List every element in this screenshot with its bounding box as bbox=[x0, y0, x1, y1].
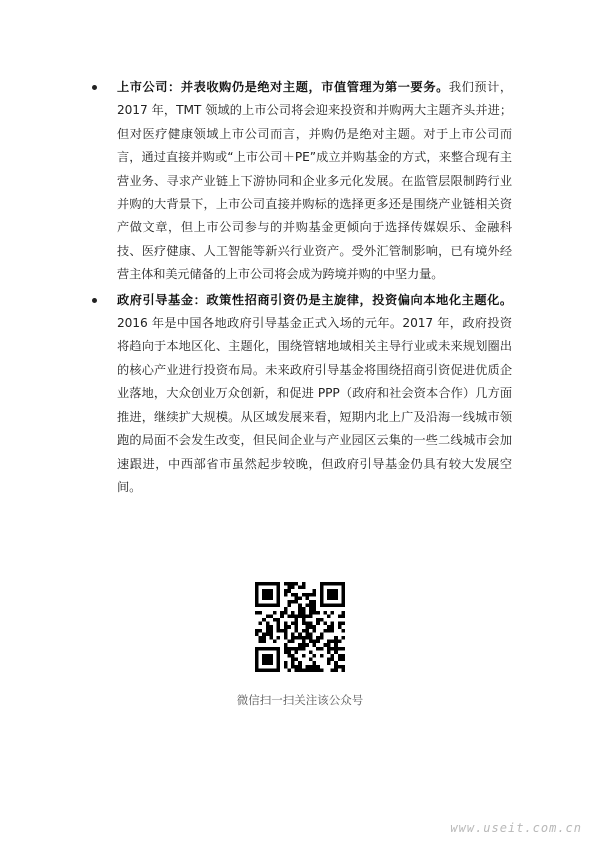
bullet-item-government-funds bbox=[92, 289, 512, 500]
item-lead: 上市公司：并表收购仍是绝对主题，市值管理为第一要务。 bbox=[117, 80, 449, 94]
qr-caption: 微信扫一扫关注该公众号 bbox=[236, 693, 364, 707]
document-body bbox=[92, 76, 512, 499]
bullet-item-listed-companies bbox=[92, 76, 512, 287]
bullet-dot bbox=[92, 85, 97, 90]
qr-code-icon[interactable] bbox=[255, 582, 345, 672]
qr-section bbox=[0, 582, 600, 708]
bullet-dot bbox=[92, 298, 97, 303]
item-body: 我们预计，2017 年，TMT 领域的上市公司将会迎来投资和并购两大主题齐头并进；但对医疗健康领域上市公司而言，并购仍是绝对主题。对于上市公司而言，通过直接并购或“上市公司＋PE”成立并购基金的方式，来整合现有主营业务、寻求产业链上下游协同和企业多元化发展。在监管层限制跨行业并购的大背景下，上市公司直接并购标的选择更多还是围绕产业链相关资产做文章，但上市公司参与的并购基金更倾向于选择传媒娱乐、金融科技、医疗健康、人工智能等新兴行业资产。受外汇管制影响，已有境外经营主体和美元储备的上市公司将会成为跨境并购的中坚力量。 bbox=[117, 80, 513, 282]
site-watermark: www.useit.com.cn bbox=[450, 821, 582, 835]
item-lead: 政府引导基金：政策性招商引资仍是主旋律，投资偏向本地化主题化。 bbox=[117, 292, 512, 307]
item-body: 2016 年是中国各地政府引导基金正式入场的元年。2017 年，政府投资将趋向于本地区化、主题化，围绕管辖地域相关主导行业或未来规划圈出的核心产业进行投资布局。未来政府引导基金将围绕招商引资促进优质企业落地，大众创业万众创新，和促进 PPP（政府和社会资本合作）几方面推进，继续扩大规模。从区域发展来看，短期内北上广及沿海一线城市领跑的局面不会发生改变，但民间企业与产业园区云集的一些二线城市会加速跟进，中西部省市虽然起步较晚，但政府引导基金仍具有较大发展空间。 bbox=[117, 316, 512, 494]
